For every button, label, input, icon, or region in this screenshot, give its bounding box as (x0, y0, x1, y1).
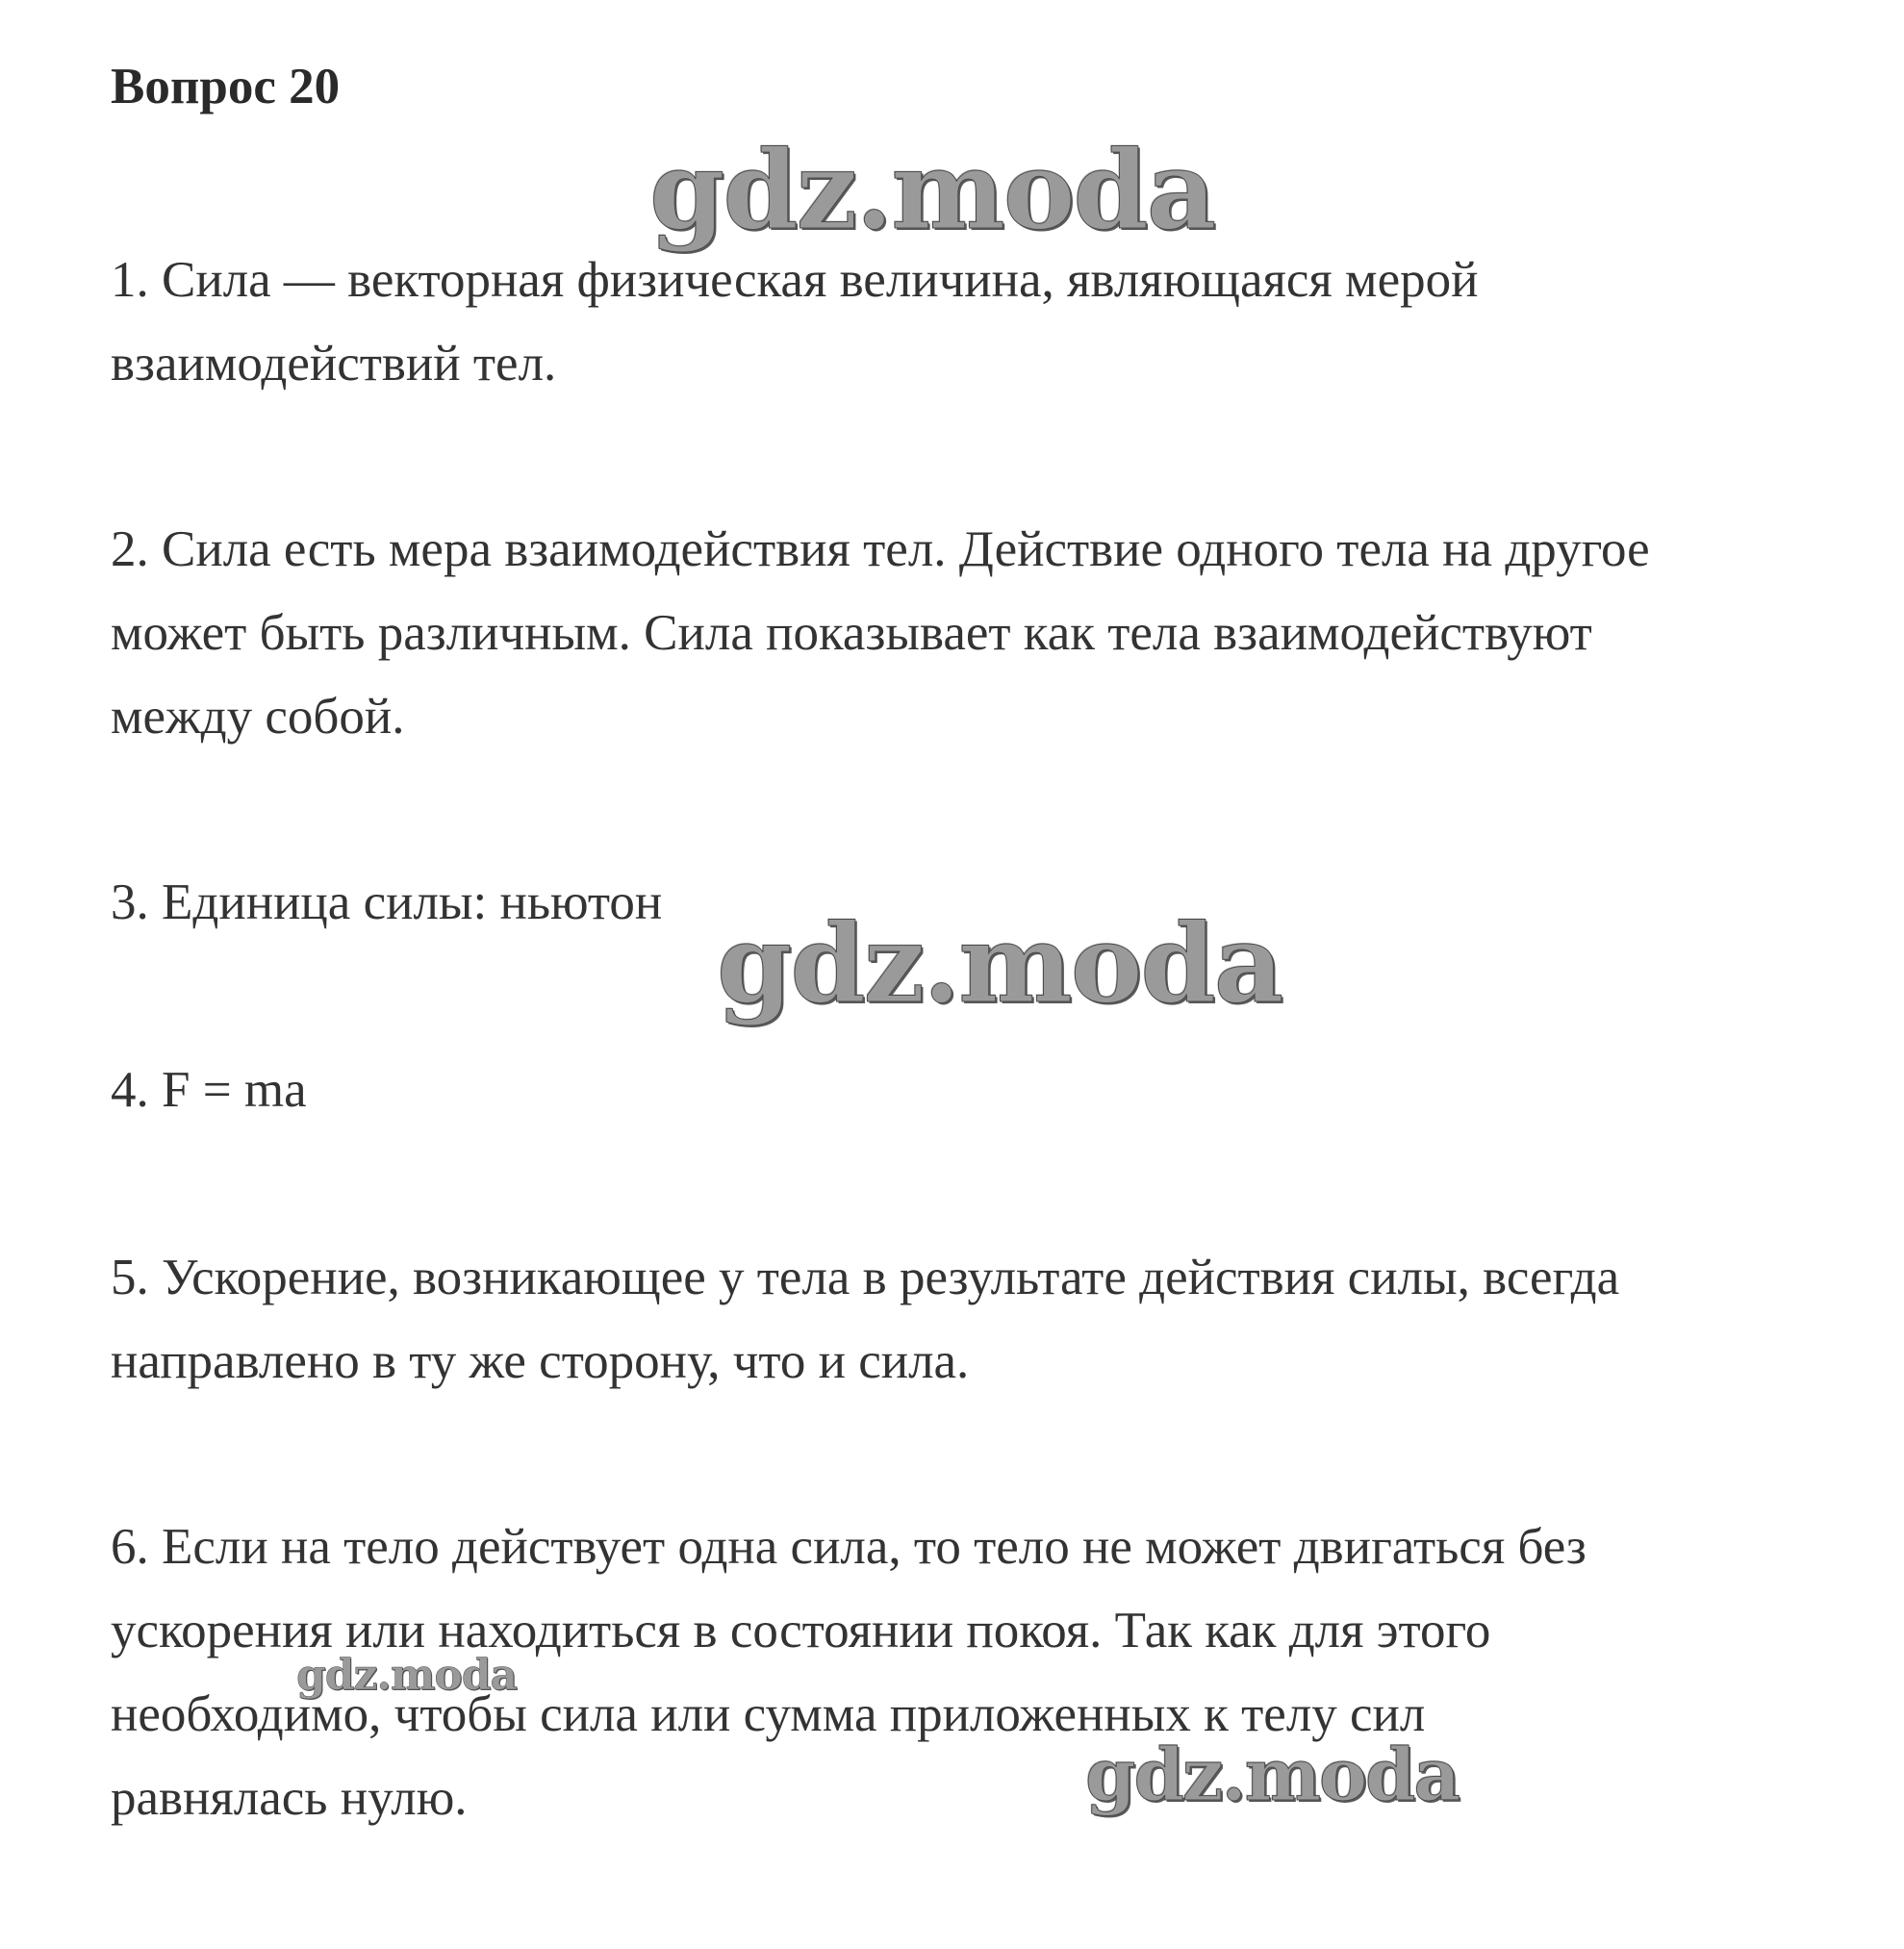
answer-line: ускорения или находиться в состоянии покоя. Так как для этого (111, 1603, 1491, 1658)
watermark-logo: gdz.moda (1085, 1733, 1460, 1817)
answer-line: 1. Сила — векторная физическая величина, являющаяся мерой (111, 252, 1479, 308)
answer-line: необходимо, чтобы сила или сумма приложенных к телу сил (111, 1686, 1426, 1742)
answer-item-3 (111, 861, 1842, 945)
answer-line: направлено в ту же сторону, что и сила. (111, 1333, 970, 1389)
answer-item-4 (111, 1049, 1842, 1132)
answer-line: 2. Сила есть мера взаимодействия тел. Действие одного тела на другое (111, 521, 1650, 577)
answer-line: 6. Если на тело действует одна сила, то тело не может двигаться без (111, 1519, 1587, 1575)
answer-line: между собой. (111, 689, 405, 745)
answer-line: 5. Ускорение, возникающее у тела в результате действия силы, всегда (111, 1250, 1620, 1305)
watermark-logo: gdz.moda (649, 128, 1215, 254)
watermark-logo: gdz.moda (296, 1651, 518, 1700)
watermark-logo: gdz.moda (717, 901, 1282, 1027)
answer-line: 3. Единица силы: ньютон (111, 874, 663, 930)
answer-item-6 (111, 1506, 1842, 1840)
answer-item-2 (111, 508, 1842, 759)
answer-line: равнялась нулю. (111, 1770, 468, 1826)
answer-item-1 (111, 239, 1842, 406)
answer-item-5 (111, 1236, 1842, 1404)
answer-line: может быть различным. Сила показывает как тела взаимодействуют (111, 605, 1592, 661)
question-title: Вопрос 20 (111, 59, 341, 114)
answer-line: взаимодействий тел. (111, 336, 557, 392)
answer-line: 4. F = ma (111, 1062, 307, 1118)
